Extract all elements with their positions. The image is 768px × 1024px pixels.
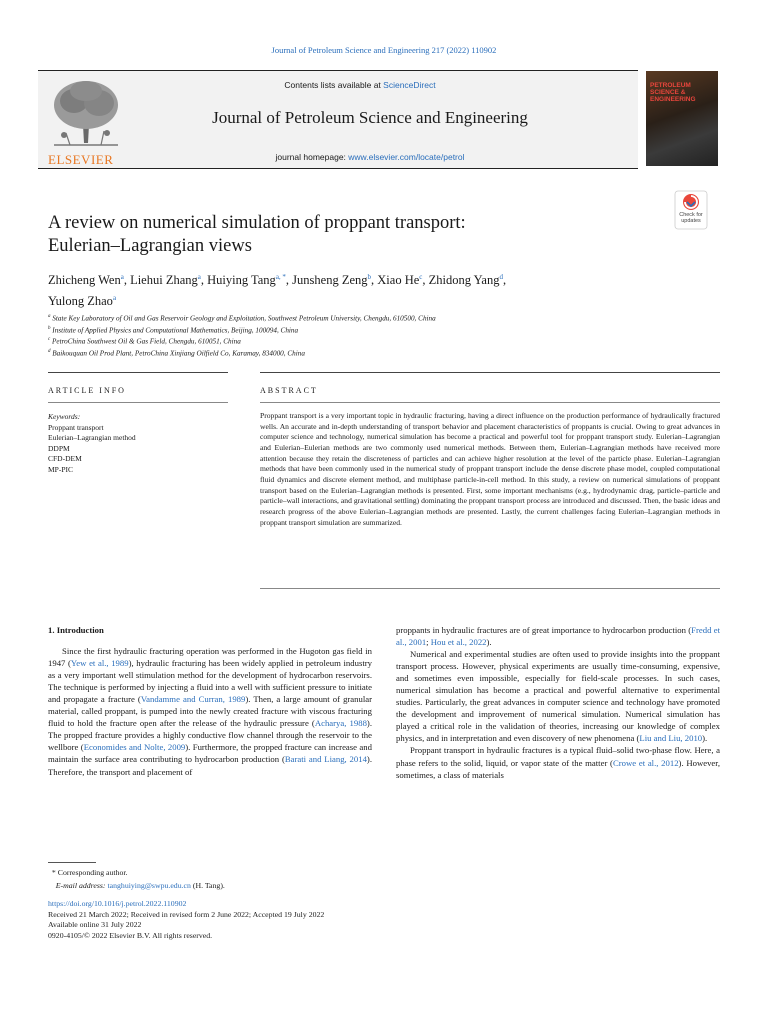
journal-cover-title: PETROLEUM SCIENCE & ENGINEERING: [650, 82, 696, 103]
keyword-item: Eulerian–Lagrangian method: [48, 433, 136, 442]
corresponding-author-note: * Corresponding author.: [48, 868, 128, 877]
citation-link[interactable]: Yew et al., 1989: [70, 658, 129, 669]
author-affil-sup[interactable]: d: [499, 273, 503, 281]
contents-available-line: [130, 80, 590, 90]
author-affil-sup[interactable]: a: [112, 294, 117, 303]
affiliation-item: [48, 312, 648, 324]
citation-link[interactable]: Acharya, 1988: [314, 718, 367, 729]
paragraph: [48, 645, 372, 778]
divider: [260, 402, 720, 403]
article-info-heading: ARTICLE INFO: [48, 386, 126, 395]
author-name[interactable]: Zhidong Yang: [428, 273, 500, 288]
journal-homepage-line: [130, 152, 610, 162]
affiliation-sup: d: [48, 349, 51, 355]
sciencedirect-link[interactable]: ScienceDirect: [383, 80, 436, 90]
text-run: ). The propped fracture provides a highly conductive flow channel through the reservoir to the wellbore (: [48, 718, 372, 753]
email-label: E-mail address:: [55, 881, 106, 890]
check-for-updates-label: Check for updates: [679, 212, 703, 224]
citation-link[interactable]: Crowe et al., 2012: [612, 757, 679, 768]
copyright: 0920-4105/© 2022 Elsevier B.V. All rights reserved.: [48, 930, 213, 940]
text-run: ).: [702, 733, 708, 744]
author-name[interactable]: Zhicheng Wen: [48, 273, 121, 288]
divider: [260, 372, 720, 373]
check-for-updates-icon[interactable]: [674, 190, 708, 230]
citation-link[interactable]: Liu and Liu, 2010: [639, 733, 703, 744]
text-run: Proppant transport in hydraulic fractures is a typical fluid–solid two-phase flow. Here, a phase refers to the solid, liquid, or vapor state of the matter (: [396, 745, 720, 768]
author-list: [48, 268, 688, 310]
affiliation-text: State Key Laboratory of Oil and Gas Reservoir Geology and Exploitation, Southwest Petroleum University, Chengdu, 610500, China: [52, 314, 436, 323]
body-column-right: [396, 624, 720, 781]
article-meta: [48, 899, 548, 941]
article-title: [48, 212, 608, 258]
text-run: ). However, sometimes, a class of materials: [396, 757, 720, 780]
divider: [48, 402, 228, 403]
doi-link[interactable]: https://doi.org/10.1016/j.petrol.2022.110902: [48, 899, 187, 908]
author-name[interactable]: Junsheng Zeng: [292, 273, 368, 288]
history-dates: Received 21 March 2022; Received in revised form 2 June 2022; Accepted 19 July 2022: [48, 909, 325, 919]
author-affil-sup[interactable]: a: [120, 273, 124, 281]
citation-link[interactable]: Barati and Liang, 2014: [284, 754, 367, 765]
text-run: proppants in hydraulic fractures are of great importance to hydrocarbon production (: [396, 625, 692, 635]
affiliation-text: PetroChina Southwest Oil & Gas Field, Chengdu, 610051, China: [52, 337, 241, 346]
affiliation-sup: b: [48, 325, 51, 331]
author-name[interactable]: Xiao He: [377, 273, 420, 288]
email-link[interactable]: tanghuiying@swpu.edu.cn: [107, 881, 191, 890]
abstract-text: Proppant transport is a very important topic in hydraulic fracturing, having a direct influence on the production performance of hydraulically fractured wells. An accurate and in-depth understanding of transport behavior and placement characteristics of proppants is crucial. Owing to great advances in computer science and technology, numerical simulation has become a practical and powerful tool for proppant transport study. Eulerian–Lagrangian and Eulerian–Eulerian methods are two commonly used numerical methods. Between them, Eulerian–Lagrangian methods have received more attention because they retain the discreteness of particles and can achieve higher resolution at the level of the particle phase. Eulerian–Lagrangian methods that have been commonly used in the numerical study of proppant transport include the dense discrete phase model, coupled computational fluid dynamics and discrete element method, and multiphase particle-in-cell method. In this study, a review on numerical simulations of proppant transport based on the Eulerian–Lagrangian methods is presented. First, some important mechanisms (e.g., hydrodynamic drag, particle–particle and particle–wall interactions, and gravitational settling) dominating the proppant transport process are introduced and discussed. Then, the basic ideas and research progress of the above Eulerian–Lagrangian methods are presented. Lastly, the current challenges facing Eulerian–Lagrangian methods in proppant transport simulation are summarized.: [260, 411, 720, 527]
citation-link[interactable]: Fredd et al., 2001: [396, 625, 720, 648]
paragraph: [396, 624, 720, 648]
affiliation-text: Institute of Applied Physics and Computational Mathematics, Beijing, 100094, China: [52, 326, 299, 335]
paragraph: [396, 648, 720, 744]
homepage-link[interactable]: www.elsevier.com/locate/petrol: [348, 152, 465, 162]
affiliation-text: Baikouquan Oil Prod Plant, PetroChina Xinjiang Oilfield Co, Karamay, 834000, China: [52, 349, 305, 358]
contents-prefix: Contents lists available at: [284, 80, 384, 90]
corresponding-author-text: Corresponding author.: [57, 868, 128, 877]
author-affil-sup[interactable]: c: [419, 273, 423, 281]
footnote: [48, 866, 368, 892]
text-run: ). Furthermore, the propped fracture can increase and maintain the surface area contributing to hydrocarbon production (: [48, 742, 372, 765]
article-title-line2: Eulerian–Lagrangian views: [48, 236, 252, 256]
author-line-1: Zhicheng Wen$^a$, Liehui Zhang$^a$, Huiying Tang$^{a, *}$, Junsheng Zeng$^b$, Xiao He$^c$, Zhidong Yang$^d$,: [48, 273, 507, 288]
affiliation-sup: a: [48, 314, 51, 319]
article-title-line1: A review on numerical simulation of proppant transport:: [48, 213, 466, 233]
keywords-label: Keywords:: [48, 412, 81, 421]
author-name[interactable]: Huiying Tang: [207, 273, 276, 288]
author-name[interactable]: Yulong Zhao: [48, 294, 113, 309]
text-run: ). Therefore, the transport and placement of: [48, 754, 372, 777]
text-run: ). Then, a large amount of granular material, called proppant, is pumped into the newly created fracture with viscous fracturing fluid to hold the fracture open after the release of the hydraulic pressure (: [48, 694, 373, 729]
footnote-divider: [48, 862, 96, 863]
text-run: ), hydraulic fracturing has been widely applied in petroleum industry as a very important well stimulation method for the development of hydrocarbon reservoirs. The technique is performed by injecting a fluid into a well with sufficient pressure to initiate and propagate a fracture (: [48, 658, 372, 705]
keyword-item: Proppant transport: [48, 422, 104, 432]
author-line-2: [48, 289, 688, 310]
journal-title: Journal of Petroleum Science and Engineering: [212, 108, 528, 127]
email-suffix: (H. Tang).: [190, 881, 225, 890]
available-online: Available online 31 July 2022: [48, 920, 142, 929]
email-line: [48, 879, 368, 892]
abstract-heading: ABSTRACT: [260, 386, 318, 395]
keyword-item: CFD-DEM: [48, 454, 82, 463]
keyword-item: DDPM: [48, 443, 70, 453]
author-affil-sup[interactable]: a: [197, 273, 201, 281]
affiliation-sup: c: [48, 337, 51, 343]
divider: [260, 588, 720, 589]
body-column-left: [48, 624, 372, 778]
publisher-wordmark[interactable]: ELSEVIER: [48, 152, 114, 167]
keywords-block: [48, 412, 228, 475]
affiliation-item: [48, 347, 648, 359]
affiliation-list: [48, 312, 648, 359]
homepage-prefix: journal homepage:: [275, 152, 349, 162]
citation-link[interactable]: Hou et al., 2022: [430, 637, 487, 648]
citation-link[interactable]: Vandamme and Curran, 1989: [140, 694, 246, 705]
author-affil-sup[interactable]: b: [367, 273, 372, 281]
author-name[interactable]: Liehui Zhang: [130, 273, 198, 288]
affiliation-item: [48, 324, 648, 336]
text-run: Numerical and experimental studies are often used to provide insights into the proppant transport process. However, physical experiments are usually time-consuming, expensive, and sometimes even impossible, especially for field-scale processes. In such cases, numerical simulation has become a practical and powerful alternative to experimental studies. Particularly, the great advances in computer science and technology have promoted the development and improvement of numerical simulation. Numerical simulation has played a critical role in the validation of theories, increasing our knowledge of complex physics, and in interpretation and even discovery of new phenomena (: [396, 649, 720, 744]
text-run: ;: [426, 637, 431, 648]
affiliation-item: [48, 335, 648, 347]
author-affil-sup[interactable]: a, *: [275, 273, 286, 281]
paragraph: [396, 744, 720, 780]
divider: [48, 372, 228, 373]
section-heading-introduction: 1. Introduction: [48, 625, 104, 635]
text-run: Since the first hydraulic fracturing operation was performed in the Hugoton gas field in 1947 (: [48, 646, 372, 669]
text-run: ).: [486, 637, 492, 648]
keyword-item: MP-PIC: [48, 464, 74, 474]
citation-link[interactable]: Economides and Nolte, 2009: [83, 742, 186, 753]
running-header[interactable]: Journal of Petroleum Science and Engineering 217 (2022) 110902: [271, 45, 497, 55]
